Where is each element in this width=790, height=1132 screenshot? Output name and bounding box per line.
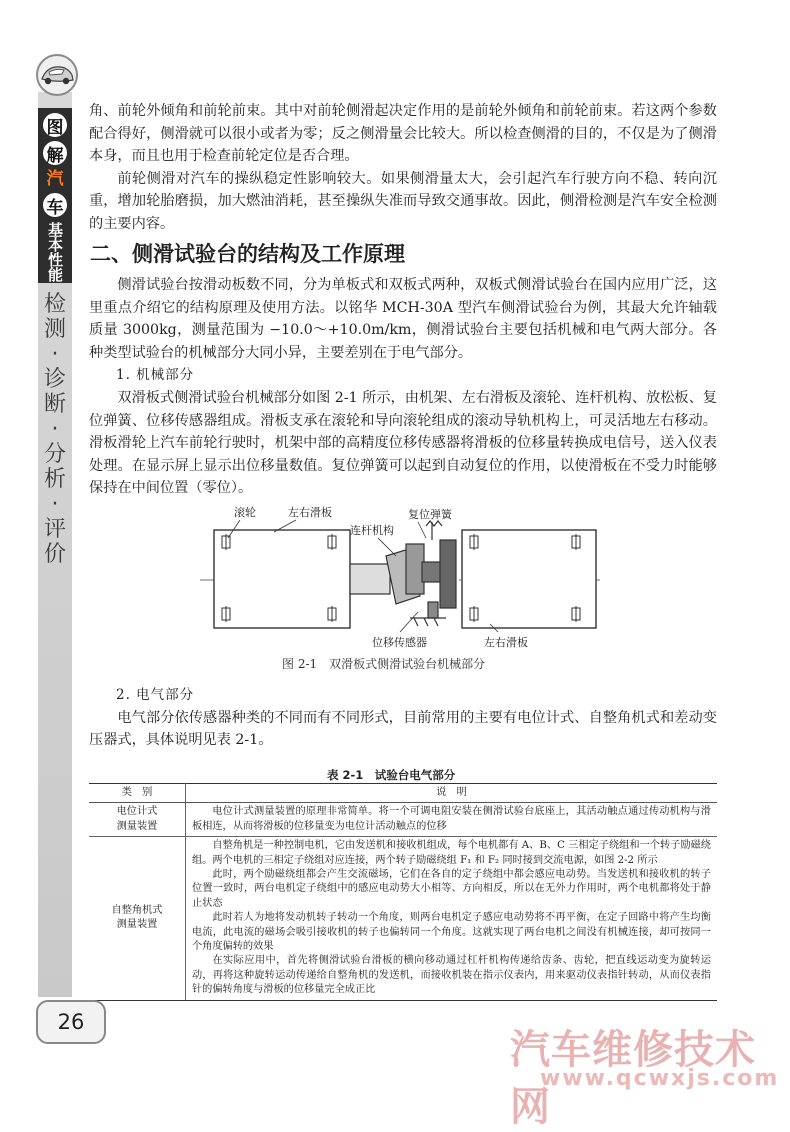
side-title-char: 解 bbox=[43, 141, 67, 165]
table-cell-description bbox=[186, 837, 718, 1000]
table-cell-description bbox=[186, 803, 718, 837]
intro-paragraph-2: 前轮侧滑对汽车的操纵稳定性影响较大。如果侧滑量太大，会引起汽车行驶方向不稳、转向沉重，增加轮胎磨损，加大燃油消耗，甚至操纵失准而导致交通事故。因此，侧滑检测是汽车安全检测的主要内容。 bbox=[89, 170, 717, 232]
table-paragraph: 自整角机是一种控制电机，它由发送机和接收机组成，每个电机都有 A、B、C 三相定子绕组和一个转子励磁绕组。两个电机的三相定子绕组对应连接，两个转子励磁绕组 F₁ 和 F₂ 同时接到交流电源，如图 2-2 所示 bbox=[192, 840, 711, 866]
subheading-electrical: 2. 电气部分 bbox=[116, 687, 195, 703]
side-subtitle-char: · bbox=[51, 417, 59, 442]
table-paragraph: 此时，两个励磁绕组都会产生交流磁场，它们在各自的定子绕组中都会感应电动势。当发送机和接收机的转子位置一致时，两台电机定子绕组中的感应电动势大小相等、方向相反，所以在无外力作用时，两个电机都将处于静止状态 bbox=[192, 869, 711, 909]
table-paragraph: 电位计式测量装置的原理非常简单。将一个可调电阻安装在侧滑试验台底座上，其活动触点通过传动机构与滑板相连，从而将滑板的位移量变为电位计活动触点的位移 bbox=[192, 806, 711, 832]
side-subtitle-char: 测 bbox=[43, 317, 66, 342]
electrical-section bbox=[89, 684, 717, 752]
table-paragraph: 此时若人为地将发动机转子转动一个角度，则两台电机定子感应电动势将不再平衡，在定子回路中将产生均衡电流，此电流的磁场会吸引接收机的转子也偏转同一个角度。这就实现了两台电机之间没有机械连接，却可按同一个角度偏转的效果 bbox=[192, 912, 711, 953]
side-subtitle-char: 诊 bbox=[43, 367, 66, 392]
section-heading: 二、侧滑试验台的结构及工作原理 bbox=[90, 242, 405, 266]
section-paragraph-2: 双滑板式侧滑试验台机械部分如图 2-1 所示，由机架、左右滑板及滚轮、连杆机构、放松板、复位弹簧、位移传感器组成。滑板支承在滚轮和导向滚轮组成的滚动导轨机构上，可灵活地左右移动。滑板滑轮上汽车前轮行驶时，机架中部的高精度位移传感器将滑板的位移量转换成电信号，送入仪表处理。在显示屏上显示出位移量数值。复位弹簧可以起到自动复位的作用，以使滑板在不受力时能够保持在中间位置（零位）。 bbox=[89, 389, 717, 497]
figure-caption: 图 2-1 双滑板式侧滑试验台机械部分 bbox=[282, 657, 486, 671]
side-subtitle-char: 分 bbox=[43, 442, 66, 467]
electrical-table bbox=[89, 783, 717, 1001]
watermark-text: 汽车维修技术网 bbox=[510, 1027, 756, 1130]
label-link: 连杆机构 bbox=[350, 524, 394, 537]
side-title bbox=[38, 112, 72, 282]
side-title-char: 图 bbox=[43, 113, 67, 137]
label-right-plate: 左右滑板 bbox=[484, 636, 528, 649]
side-title-tail: 基本性能 bbox=[46, 222, 64, 282]
table-cell-category: 电位计式 测量装置 bbox=[89, 803, 186, 837]
side-subtitle-char: 析 bbox=[43, 467, 66, 492]
side-subtitle-char: 断 bbox=[43, 392, 66, 417]
table-header-description: 说 明 bbox=[186, 784, 718, 803]
car-logo-icon bbox=[34, 52, 80, 98]
label-spring: 复位弹簧 bbox=[408, 508, 452, 521]
watermark-url: www.qcwxjs.com bbox=[540, 1066, 780, 1091]
table-header-category: 类 别 bbox=[89, 784, 186, 803]
side-subtitle-char: 价 bbox=[43, 542, 66, 567]
section-body bbox=[89, 274, 717, 500]
intro-text bbox=[89, 100, 717, 236]
section-paragraph-3: 电气部分依传感器种类的不同而有不同形式，目前常用的主要有电位计式、自整角机式和差动变压器式，具体说明见表 2-1。 bbox=[89, 709, 717, 749]
table-cell-category: 自整角机式 测量装置 bbox=[89, 837, 186, 1000]
intro-paragraph-1: 角、前轮外倾角和前轮前束。其中对前轮侧滑起决定作用的是前轮外倾角和前轮前束。若这两个参数配合得好，侧滑就可以很小或者为零；反之侧滑量会比较大。所以检查侧滑的目的，不仅是为了侧滑本身，而且也用于检查前轮定位是否合理。 bbox=[89, 103, 717, 165]
page-number: 26 bbox=[36, 1000, 106, 1044]
side-subtitle-char: · bbox=[51, 342, 59, 367]
side-subtitle-char: · bbox=[51, 492, 59, 517]
subheading-mechanical: 1. 机械部分 bbox=[116, 367, 195, 384]
side-subtitle bbox=[40, 292, 70, 567]
section-paragraph-1: 侧滑试验台按滑动板数不同，分为单板式和双板式两种，双板式侧滑试验台在国内应用广泛，这里重点介绍它的结构原理及使用方法。以铭华 MCH-30A 型汽车侧滑试验台为例，其最大允许轴载质量 3000kg，测量范围为 −10.0～+10.0m/km，侧滑试验台主要包括机械和电气两大部分。各种类型试验台的机械部分大同小异，主要差别在于电气部分。 bbox=[89, 277, 717, 361]
table-paragraph: 在实际应用中，首先将侧滑试验台滑板的横向移动通过杠杆机构传递给齿条、齿轮，把直线运动变为旋转运动，再将这种旋转运动传递给自整角机的发送机，而接收机装在指示仪表内，用来驱动仪表指针转动，从而仪表指针的偏转角度与滑板的位移量完全成正比 bbox=[192, 955, 711, 996]
side-subtitle-char: 评 bbox=[43, 517, 66, 542]
figure-2-1 bbox=[200, 500, 600, 672]
table-header-row bbox=[89, 784, 717, 803]
side-title-char: 车 bbox=[43, 193, 67, 217]
label-left-plate: 左右滑板 bbox=[288, 506, 332, 519]
side-title-char: 汽 bbox=[46, 169, 64, 189]
side-subtitle-char: 检 bbox=[43, 292, 66, 317]
label-roller: 滚轮 bbox=[234, 506, 256, 519]
label-sensor: 位移传感器 bbox=[372, 636, 427, 649]
table-row bbox=[89, 803, 717, 837]
table-title: 表 2-1 试验台电气部分 bbox=[327, 768, 456, 782]
table-row bbox=[89, 837, 717, 1000]
